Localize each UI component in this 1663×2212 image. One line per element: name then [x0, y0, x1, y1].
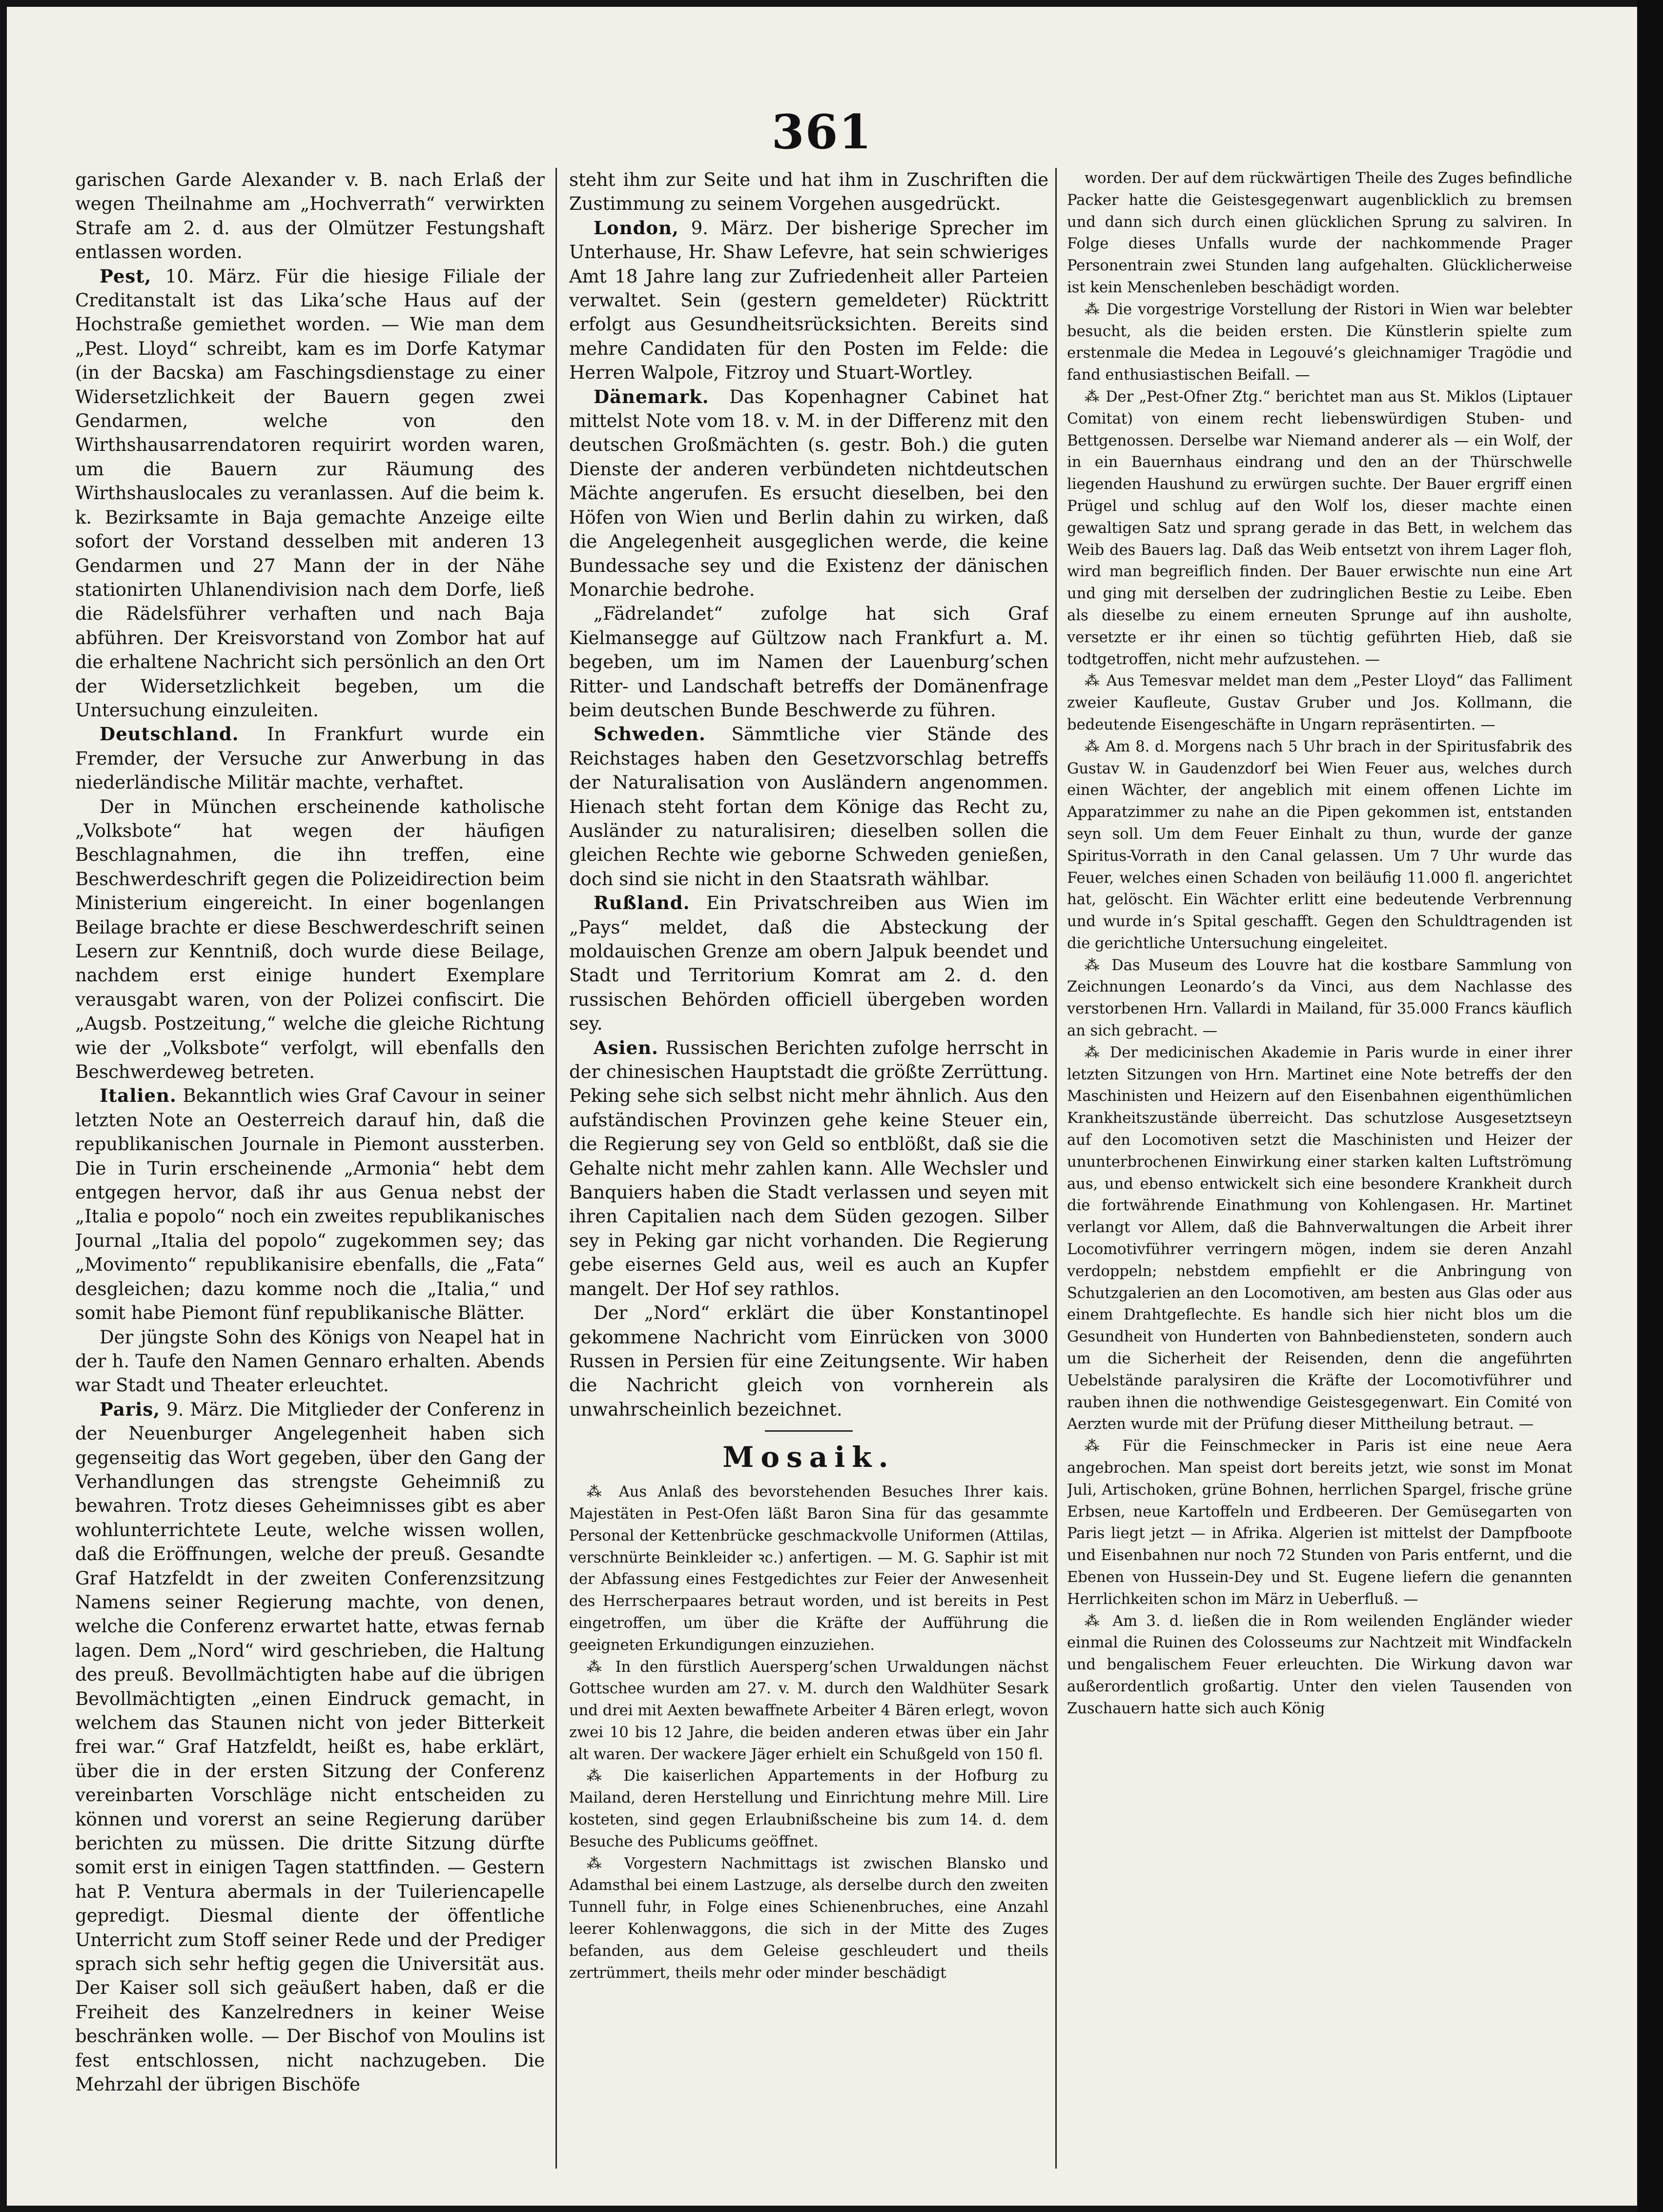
paragraph-text: ⁂ Die vorgestrige Vorstellung der Ristori in Wien war belebter besucht, als die beiden ersten. Die Künstlerin spielte zum erstenmale die Medea in Legouvé’s gleichnamiger Tragödie und fand enthusiastischen Beifall. — — [1067, 301, 1572, 384]
article-paragraph — [1067, 1436, 1572, 1610]
dateline-heading: Paris, — [100, 1398, 161, 1420]
article-paragraph — [75, 1325, 545, 1398]
article-paragraph — [75, 1084, 545, 1325]
dateline-heading: Schweden. — [594, 723, 706, 745]
article-paragraph — [1067, 736, 1572, 955]
article-paragraph — [1067, 386, 1572, 670]
article-paragraph — [1067, 670, 1572, 736]
paragraph-text: Der „Nord“ erklärt die über Konstantinopel gekommene Nachricht vom Einrücken von 3000 Russen in Persien für eine Zeitungsente. Wir haben die Nachricht gleich von vornherein als unwahrscheinlich bezeichnet. — [569, 1302, 1048, 1420]
paragraph-text: ⁂ Am 3. d. ließen die in Rom weilenden Engländer wieder einmal die Ruinen des Colosseums zur Nachtzeit mit Windfackeln und bengalischem Feuer erleuchten. Die Wirkung davon war außerordentlich großartig. Unter den vielen Tausenden von Zuschauern hatte sich auch König — [1067, 1612, 1572, 1717]
paragraph-text: ⁂ Aus Anlaß des bevorstehenden Besuches Ihrer kais. Majestäten in Pest-Ofen läßt Baron Sina für das gesammte Personal der Kettenbrücke geschmackvolle Uniformen (Attilas, verschnürte Beinkleider ꝛc.) anfertigen. — M. G. Saphir ist mit der Abfassung eines Festgedichtes zur Feier der Anwesenheit des Herrscherpaares betraut worden, und ist bereits in Pest eingetroffen, um über die Kräfte der Aufführung die geeigneten Erkundigungen einzuziehen. — [569, 1483, 1048, 1654]
article-paragraph — [569, 722, 1048, 891]
scan-border — [1637, 0, 1663, 2212]
article-paragraph — [75, 722, 545, 794]
dateline-heading: London, — [594, 217, 679, 239]
article-paragraph — [1067, 1611, 1572, 1720]
paragraph-text: ⁂ Vorgestern Nachmittags ist zwischen Blansko und Adamsthal bei einem Lastzuge, als derselbe durch den zweiten Tunnell fuhr, in Folge eines Schienenbruches, eine Anzahl leerer Kohlenwaggons, die sich in der Mitte des Zuges befanden, aus dem Geleise geschleudert und theils zertrümmert, theils mehr oder minder beschädigt — [569, 1855, 1048, 1982]
paragraph-text: Der in München erscheinende katholische „Volksbote“ hat wegen der häufigen Beschlagnahmen, die ihn treffen, eine Beschwerdeschrift gegen die Polizeidirection beim Ministerium eingereicht. In einer bogenlangen Beilage brachte er diese Beschwerdeschrift seinen Lesern zur Kenntniß, doch wurde diese Beilage, nachdem erst einige hundert Exemplare verausgabt waren, von der Polizei confiscirt. Die „Augsb. Postzeitung,“ welche die gleiche Richtung wie der „Volksbote“ verfolgt, will ebenfalls den Beschwerdeweg betreten. — [75, 796, 545, 1083]
paragraph-text: ⁂ In den fürstlich Auersperg’schen Urwaldungen nächst Gottschee wurden am 27. v. M. durch den Waldhüter Sesark und drei mit Aexten bewaffnete Arbeiter 4 Bären erlegt, wovon zwei 10 bis 12 Jahre, die beiden anderen etwas über ein Jahr alt waren. Der wackere Jäger erhielt ein Schußgeld von 150 fl. — [569, 1658, 1048, 1763]
paragraph-text: Bekanntlich wies Graf Cavour in seiner letzten Note an Oesterreich darauf hin, daß die republikanischen Journale in Piemont aussterben. Die in Turin erscheinende „Armonia“ hebt dem entgegen hervor, daß ihr aus Genua nebst der „Italia e popolo“ noch ein zweites republikanisches Journal „Italia del popolo“ zugekommen sey; das „Movimento“ republikanisire ebenfalls, die „Fata“ desgleichen; dazu komme noch die „Italia,“ und somit habe Piemont fünf republikanische Blätter. — [75, 1085, 545, 1324]
column-2-mosaik — [569, 1481, 1048, 1984]
paragraph-text: Russischen Berichten zufolge herrscht in der chinesischen Hauptstadt die größte Zerrüttung. Peking sehe sich selbst nicht mehr ähnlich. Aus den aufständischen Provinzen gehe keine Steuer ein, die Regierung sey von Geld so entblößt, daß sie die Gehalte nicht mehr zahlen kann. Alle Wechsler und Banquiers haben die Stadt verlassen und seyen mit ihren Capitalien nach dem Süden gezogen. Silber sey in Peking gar nicht vorhanden. Die Regierung gebe eisernes Geld aus, weil es auch an Kupfer mangelt. Der Hof sey rathlos. — [569, 1037, 1048, 1299]
paragraph-text: ⁂ Für die Feinschmecker in Paris ist eine neue Aera angebrochen. Man speist dort bereits jetzt, wie sonst im Monat Juli, Artischoken, grüne Bohnen, herrlichen Spargel, frische grüne Erbsen, neue Kartoffeln und Erdbeeren. Der Gemüsegarten von Paris liegt jetzt — in Afrika. Algerien ist mittelst der Dampfboote und Eisenbahnen nur noch 72 Stunden von Paris entfernt, und die Ebenen von Hussein-Dey und St. Eugene liefern die genannten Herrlichkeiten schon im März in Ueberfluß. — — [1067, 1438, 1572, 1608]
dateline-heading: Dänemark. — [594, 386, 709, 407]
article-paragraph — [569, 1853, 1048, 1985]
article-paragraph — [569, 216, 1048, 385]
section-title-mosaik: Mosaik. — [722, 1441, 895, 1474]
article-paragraph — [1067, 955, 1572, 1042]
column-rule-2 — [1055, 168, 1057, 2169]
dateline-heading: Asien. — [594, 1036, 658, 1058]
article-paragraph — [1067, 1042, 1572, 1436]
newspaper-page — [7, 7, 1637, 2206]
page-number: 361 — [771, 104, 873, 160]
article-paragraph — [569, 168, 1048, 216]
paragraph-text: „Fädrelandet“ zufolge hat sich Graf Kielmansegge auf Gültzow nach Frankfurt a. M. begeben, um im Namen der Lauenburg’schen Ritter- und Landschaft betreffs der Domänenfrage beim deutschen Bunde Beschwerde zu führen. — [569, 603, 1048, 721]
paragraph-text: Das Kopenhagner Cabinet hat mittelst Note vom 18. v. M. in der Differenz mit den deutschen Großmächten (s. gestr. Boh.) die guten Dienste der anderen verbündeten nichtdeutschen Mächte angerufen. Es ersucht dieselben, bei den Höfen von Wien und Berlin dahin zu wirken, daß die Angelegenheit ausgeglichen werde, die keine Bundessache sey und die Existenz der dänischen Monarchie bedrohe. — [569, 386, 1048, 600]
paragraph-text: 10. März. Für die hiesige Filiale der Creditanstalt ist das Lika’sche Haus auf der Hochstraße gemiethet worden. — Wie man dem „Pest. Lloyd“ schreibt, kam es im Dorfe Katymar (in der Bacska) am Faschingsdienstage zu einer Widersetzlichkeit der Bauern gegen zwei Gendarmen, welche von den Wirthshausarrendatoren requirirt worden waren, um die Bauern zur Räumung des Wirthshauslocales zu veranlassen. Auf die beim k. k. Bezirksamte in Baja gemachte Anzeige eilte sofort der Vorstand desselben mit anderen 13 Gendarmen und 27 Mann der in der Nähe stationirten Uhlanendivision nach dem Dorfe, ließ die Rädelsführer verhaften und nach Baja abführen. Der Kreisvorstand von Zombor hat auf die erhaltene Nachricht sich persönlich an den Ort der Widersetzlichkeit begeben, um die Untersuchung einzuleiten. — [75, 265, 545, 721]
paragraph-text: In Frankfurt wurde ein Fremder, der Versuche zur Anwerbung in das niederländische Militär machte, verhaftet. — [75, 724, 545, 793]
article-paragraph — [1067, 168, 1572, 299]
column-2 — [569, 168, 1048, 2178]
paragraph-text: garischen Garde Alexander v. B. nach Erlaß der wegen Theilnahme am „Hochverrath“ verwirkten Strafe am 2. d. aus der Olmützer Festungshaft entlassen worden. — [75, 169, 545, 263]
article-paragraph — [75, 264, 545, 723]
paragraph-text: worden. Der auf dem rückwärtigen Theile des Zuges befindliche Packer hatte die Geistesgegenwart augenblicklich zu bremsen und dann sich durch einen glücklichen Sprung zu salviren. In Folge dieses Unfalls wurde der nachkommende Prager Personentrain zwei Stunden lang aufgehalten. Glücklicherweise ist kein Menschenleben beschädigt worden. — [1067, 170, 1572, 296]
dateline-heading: Italien. — [100, 1085, 177, 1107]
column-3 — [1067, 168, 1572, 2178]
article-paragraph — [569, 602, 1048, 722]
article-paragraph — [569, 1657, 1048, 1766]
paragraph-text: ⁂ Der „Pest-Ofner Ztg.“ berichtet man aus St. Miklos (Liptauer Comitat) von einem recht liebenswürdigen Stuben- und Bettgenossen. Derselbe war Niemand anderer als — ein Wolf, der in ein Bauernhaus eindrang und den an der Thürschwelle liegenden Haushund zu erwürgen suchte. Der Bauer ergriff einen Prügel und schlug auf den Wolf los, dieser machte einen gewaltigen Satz und sprang gerade in das Bett, in welchem das Weib des Bauers lag. Daß das Weib entsetzt von ihrem Lager floh, wird man begreiflich finden. Der Bauer erwischte nun eine Art und ging mit derselben der zudringlichen Bestie zu Leibe. Eben als dieselbe zu einem erneuten Sprunge auf ihn ausholte, versetzte er ihr einen so tüchtig geführten Hieb, daß sie todtgetroffen, nicht mehr aufzustehen. — — [1067, 388, 1572, 668]
paragraph-text: Ein Privatschreiben aus Wien im „Pays“ meldet, daß die Absteckung der moldauischen Grenze am obern Jalpuk beendet und Stadt und Territorium Komrat am 2. d. den russischen Behörden officiell übergeben worden sey. — [569, 893, 1048, 1035]
article-paragraph — [569, 1036, 1048, 1301]
paragraph-text: 9. März. Die Mitglieder der Conferenz in der Neuenburger Angelegenheit haben sich gegenseitig das Wort gegeben, über den Gang der Verhandlungen das strengste Geheimniß zu bewahren. Trotz dieses Geheimnisses gibt es aber wohlunterrichtete Leute, welche wissen wollen, daß die Eröffnungen, welche der preuß. Gesandte Graf Hatzfeldt in der zweiten Conferenzsitzung Namens seiner Regierung machte, von denen, welche die Conferenz erwartet hatte, etwas fernab lagen. Dem „Nord“ wird geschrieben, die Haltung des preuß. Bevollmächtigten habe auf die übrigen Bevollmächtigten „einen Eindruck gemacht, in welchem das Staunen nicht von jeder Bitterkeit frei war.“ Graf Hatzfeldt, heißt es, habe erklärt, über die in der ersten Sitzung der Conferenz vereinbarten Vorschläge nicht entscheiden zu können und vorerst an seine Regierung darüber berichten zu müssen. Die dritte Sitzung dürfte somit erst in einigen Tagen stattfinden. — Gestern hat P. Ventura abermals in der Tuileriencapelle gepredigt. Diesmal diente der öffentliche Unterricht zum Stoff seiner Rede und der Prediger sprach sich sehr heftig gegen die Universität aus. Der Kaiser soll sich geäußert haben, daß er die Freiheit des Kanzelredners in keiner Weise beschränken wolle. — Der Bischof von Moulins ist fest entschlossen, nicht nachzugeben. Die Mehrzahl der übrigen Bischöfe — [75, 1399, 545, 2095]
article-paragraph — [569, 1766, 1048, 1853]
article-paragraph — [1067, 299, 1572, 386]
article-paragraph — [569, 385, 1048, 602]
paragraph-text: Sämmtliche vier Stände des Reichstages haben den Gesetzvorschlag betreffs der Naturalisation von Ausländern angenommen. Hienach steht fortan dem Könige das Recht zu, Ausländer zu naturalisiren; dieselben sollen die gleichen Rechte wie geborne Schweden genießen, doch sind sie nicht in den Staatsrath wählbar. — [569, 724, 1048, 890]
article-paragraph — [569, 1301, 1048, 1421]
paragraph-text: ⁂ Der medicinischen Akademie in Paris wurde in einer ihrer letzten Sitzungen von Hrn. Martinet eine Note betreffs der den Maschinisten und Heizern auf den Eisenbahnen eigenthümlichen Krankheitszustände überreicht. Das schutzlose Ausgesetztseyn auf den Locomotiven setzt die Maschinisten und Heizer der ununterbrochenen Einwirkung einer starken kalten Luftströmung aus, und ebenso entwickelt sich eine besondere Krankheit durch die fortwährende Einathmung von Kohlengasen. Hr. Martinet verlangt vor Allem, daß die Bahnverwaltungen die Arbeit ihrer Locomotivführer verringern mögen, indem sie deren Anzahl verdoppeln; nebstdem empfiehlt er die Anbringung von Schutzgalerien an den Locomotiven, am besten aus Glas oder aus einem Drahtgeflechte. Es handle sich hier nicht blos um die Gesundheit von Hunderten von Bahnbediensteten, sondern auch um die Sicherheit der Reisenden, denn die angeführten Uebelstände paralysiren die Kräfte der Locomotivführer und rauben ihnen die nothwendige Geistesgegenwart. Ein Comité von Aerzten wurde mit der Prüfung dieser Mittheilung betraut. — — [1067, 1044, 1572, 1433]
article-paragraph — [75, 1398, 545, 2097]
paragraph-text: 9. März. Der bisherige Sprecher im Unterhause, Hr. Shaw Lefevre, hat sein schwieriges Amt 18 Jahre lang zur Zufriedenheit aller Parteien verwaltet. Sein (gestern gemeldeter) Rücktritt erfolgt aus Gesundheitsrücksichten. Bereits sind mehre Candidaten für den Posten im Felde: die Herren Walpole, Fitzroy und Stuart-Wortley. — [569, 217, 1048, 384]
dateline-heading: Deutschland. — [100, 723, 239, 745]
dateline-heading: Pest, — [100, 265, 152, 287]
paragraph-text: ⁂ Die kaiserlichen Appartements in der Hofburg zu Mailand, deren Herstellung und Einrichtung mehre Mill. Lire kosteten, sind gegen Erlaubnißscheine bis zum 14. d. dem Besuche des Publicums geöffnet. — [569, 1767, 1048, 1850]
dateline-heading: Rußland. — [594, 892, 690, 914]
column-rule-1 — [555, 168, 557, 2169]
article-paragraph — [75, 168, 545, 264]
column-1 — [75, 168, 545, 2178]
section-rule — [765, 1430, 853, 1432]
paragraph-text: ⁂ Das Museum des Louvre hat die kostbare Sammlung von Zeichnungen Leonardo’s da Vinci, aus dem Nachlasse des verstorbenen Hrn. Vallardi in Mailand, für 35.000 Francs käuflich an sich gebracht. — — [1067, 956, 1572, 1040]
article-paragraph — [75, 795, 545, 1084]
paragraph-text: ⁂ Aus Temesvar meldet man dem „Pester Lloyd“ das Falliment zweier Kaufleute, Gustav Gruber und Jos. Kollmann, die bedeutende Eisengeschäfte in Ungarn repräsentirten. — — [1067, 672, 1572, 733]
article-paragraph — [569, 891, 1048, 1035]
paragraph-text: Der jüngste Sohn des Königs von Neapel hat in der h. Taufe den Namen Gennaro erhalten. Abends war Stadt und Theater erleuchtet. — [75, 1326, 545, 1396]
column-2-news — [569, 168, 1048, 1421]
article-paragraph — [569, 1481, 1048, 1656]
paragraph-text: ⁂ Am 8. d. Morgens nach 5 Uhr brach in der Spiritusfabrik des Gustav W. in Gaudenzdorf bei Wien Feuer aus, welches durch einen Wächter, der angeblich mit einem offenen Lichte im Apparatzimmer zu nahe an die Pipen gekommen ist, entstanden seyn soll. Um dem Feuer Einhalt zu thun, wurde der ganze Spiritus-Vorrath in den Canal gelassen. Um 7 Uhr wurde das Feuer, welches einen Schaden von beiläufig 11.000 fl. angerichtet hat, gelöscht. Ein Wächter erlitt eine bedeutende Verbrennung und wurde in’s Spital geschafft. Gegen den Schuldtragenden ist die gerichtliche Untersuchung eingeleitet. — [1067, 738, 1572, 952]
paragraph-text: steht ihm zur Seite und hat ihm in Zuschriften die Zustimmung zu seinem Vorgehen ausgedrückt. — [569, 169, 1048, 215]
